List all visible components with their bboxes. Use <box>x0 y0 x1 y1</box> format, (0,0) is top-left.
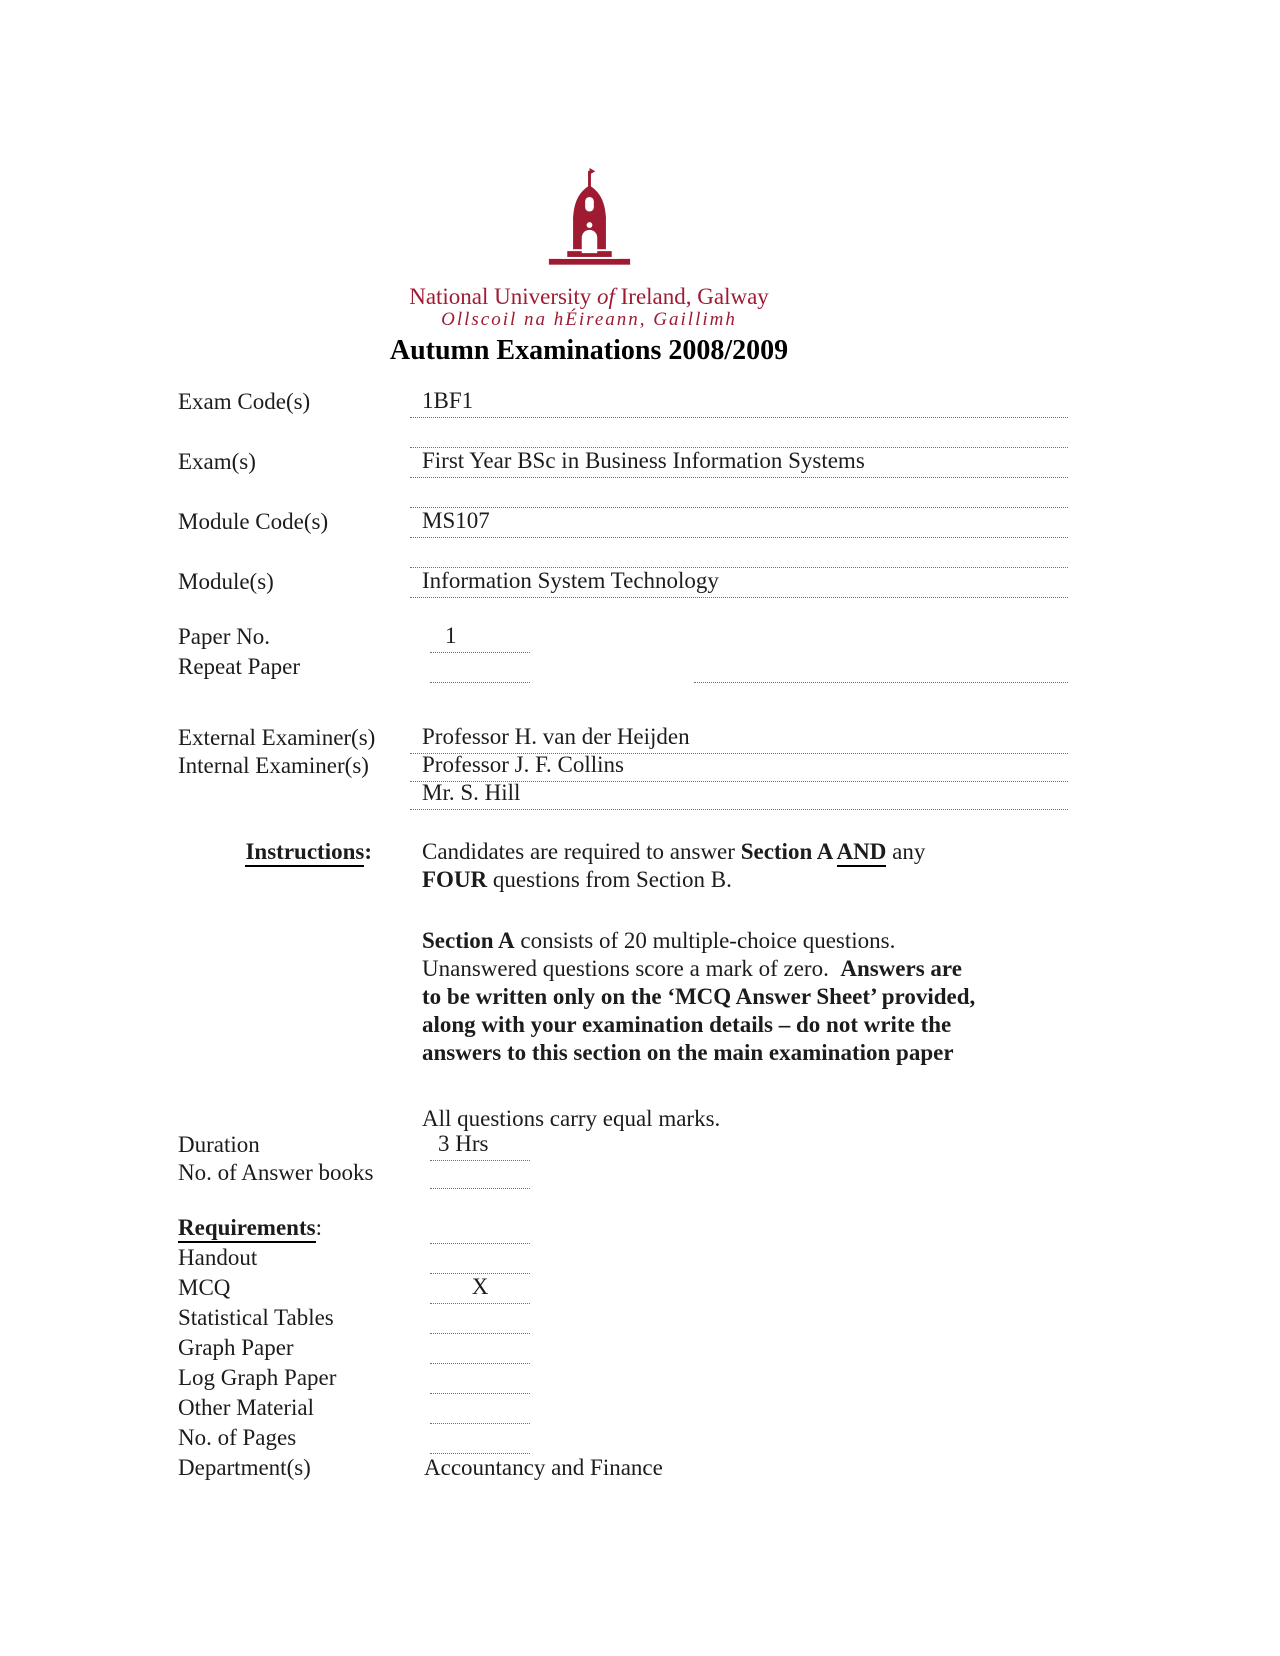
mcq-value: X <box>430 1274 530 1304</box>
internal-examiner-2-label <box>178 782 410 810</box>
module-code-value: MS107 <box>410 508 1068 538</box>
instructions-p2 <box>422 927 1068 1067</box>
internal-examiner-value: Professor J. F. Collins <box>410 752 1068 782</box>
internal-examiner-2-value: Mr. S. Hill <box>410 780 1068 810</box>
module-code-label: Module Code(s) <box>178 509 329 534</box>
instructions-text <box>410 838 1068 1133</box>
departments-value: Accountancy and Finance <box>424 1455 663 1480</box>
external-examiner-value: Professor H. van der Heijden <box>410 724 1068 754</box>
internal-examiner-2-row <box>178 782 1068 810</box>
external-examiner-row <box>178 726 1068 754</box>
university-name-of: of <box>597 284 615 309</box>
nuig-tower-icon <box>541 168 638 284</box>
paper-no-value: 1 <box>430 623 530 653</box>
duration-value: 3 Hrs <box>430 1131 530 1161</box>
instructions-p1-line1: Candidates are required to answer Section A AND any <box>422 838 1068 866</box>
answer-books-label: No. of Answer books <box>178 1160 374 1185</box>
equal-marks-note: All questions carry equal marks. <box>422 1106 721 1131</box>
exam-details-form <box>178 388 1068 810</box>
exam-code-value: 1BF1 <box>410 388 1068 418</box>
instructions-p2-line4: along with your examination details – do not write the <box>422 1012 952 1037</box>
module-row <box>178 568 1068 598</box>
other-material-label: Other Material <box>178 1395 315 1420</box>
handout-label: Handout <box>178 1245 258 1270</box>
no-of-pages-label: No. of Pages <box>178 1425 297 1450</box>
paper-block <box>178 623 1068 683</box>
ruled-spacer <box>178 538 1068 568</box>
external-examiner-label: External Examiner(s) <box>178 725 376 750</box>
requirements-section <box>178 1214 1068 1484</box>
ruled-spacer <box>178 478 1068 508</box>
graph-paper-row <box>178 1334 1068 1364</box>
handout-row <box>178 1244 1068 1274</box>
no-of-pages-row <box>178 1424 1068 1454</box>
requirements-header-row <box>178 1214 1068 1244</box>
exam-row <box>178 448 1068 478</box>
duration-label: Duration <box>178 1132 260 1157</box>
mcq-label: MCQ <box>178 1275 231 1300</box>
module-value: Information System Technology <box>410 568 1068 598</box>
exam-code-row <box>178 388 1068 418</box>
log-graph-paper-row <box>178 1364 1068 1394</box>
exam-code-label: Exam Code(s) <box>178 389 311 414</box>
instructions-p2-line2: Unanswered questions score a mark of zero. Answers are <box>422 956 962 981</box>
instructions-p2-line3: to be written only on the ‘MCQ Answer Sheet’ provided, <box>422 984 976 1009</box>
paper-no-row <box>178 623 1068 653</box>
repeat-paper-rule <box>694 682 1068 683</box>
other-material-row <box>178 1394 1068 1424</box>
instructions-p2-line1: Section A consists of 20 multiple-choice questions. <box>422 928 896 953</box>
internal-examiner-label: Internal Examiner(s) <box>178 753 369 778</box>
repeat-paper-value <box>430 679 530 683</box>
paper-no-label: Paper No. <box>178 624 270 649</box>
university-name-irish: Ollscoil na hÉireann, Gaillimh <box>441 309 737 330</box>
exam-session-title: Autumn Examinations 2008/2009 <box>389 335 789 366</box>
answer-books-value <box>430 1185 530 1189</box>
requirements-label: Requirements: <box>178 1214 410 1244</box>
repeat-paper-label: Repeat Paper <box>178 654 300 679</box>
ruled-spacer <box>178 418 1068 448</box>
log-graph-paper-label: Log Graph Paper <box>178 1365 337 1390</box>
exam-value: First Year BSc in Business Information Systems <box>410 448 1068 478</box>
duration-row <box>178 1133 1068 1161</box>
examiner-block <box>178 726 1068 810</box>
statistical-tables-row <box>178 1304 1068 1334</box>
answer-books-row <box>178 1161 1068 1189</box>
statistical-tables-label: Statistical Tables <box>178 1305 334 1330</box>
instructions-label: Instructions: <box>178 838 410 1133</box>
graph-paper-label: Graph Paper <box>178 1335 294 1360</box>
internal-examiner-row <box>178 754 1068 782</box>
departments-row <box>178 1454 1068 1484</box>
module-label: Module(s) <box>178 569 274 594</box>
instructions-p1-line2: FOUR questions from Section B. <box>422 867 732 892</box>
exam-label: Exam(s) <box>178 449 256 474</box>
mcq-row <box>178 1274 1068 1304</box>
instructions-section <box>178 838 1068 1133</box>
admin-block <box>178 1133 1068 1189</box>
university-name-english: National University of Ireland, Galway <box>409 284 769 309</box>
module-code-row <box>178 508 1068 538</box>
page-header <box>110 168 1068 367</box>
repeat-paper-row <box>178 653 1068 683</box>
departments-label: Department(s) <box>178 1455 311 1480</box>
instructions-p2-line5: answers to this section on the main examination paper <box>422 1040 954 1065</box>
